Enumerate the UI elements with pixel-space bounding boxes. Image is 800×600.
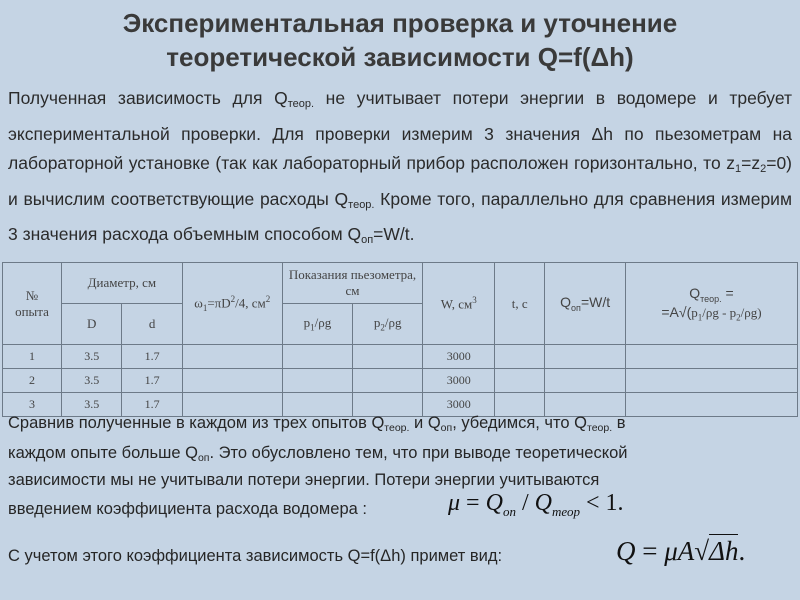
- title-line-2: теоретической зависимости Q=f(Δh): [166, 42, 634, 72]
- col-header-d: d: [122, 304, 182, 345]
- cell-q-op: [545, 369, 626, 393]
- cell-p2: [353, 345, 423, 369]
- cell-q-theor: [626, 345, 798, 369]
- cell-p2: [353, 369, 423, 393]
- col-header-piezometer: Показания пьезометра, см: [282, 263, 423, 304]
- cell-d: 1.7: [122, 393, 182, 417]
- cell-omega: [182, 369, 282, 393]
- cell-W: 3000: [423, 345, 495, 369]
- intro-paragraph: Полученная зависимость для $Q_{теор.}$ не учитывает потери энергии в водомере и требует экспериментальной проверки. Для проверки измерим 3 значения Δh по пьезометрам на лабораторной установке (так как лабораторный прибор расположен горизонтально, то $z_1=z_2=0$) и вычислим соответствующие расходы $Q_{теор.}$ Кроме того, параллельно для сравнения измерим 3 значения расхода объемным способом $Q_{оп}=W/t$.: [8, 88, 793, 246]
- col-header-time: t, с: [495, 263, 545, 345]
- conclusion-line-3: зависимости мы не учитывали потери энергии. Потери энергии учитываются: [8, 471, 600, 489]
- col-header-diameter: Диаметр, см: [62, 263, 183, 304]
- cell-p1: [282, 345, 352, 369]
- sqrt-icon: √: [694, 536, 710, 566]
- col-header-volume: W, $см^3$: [423, 263, 495, 345]
- cell-t: [495, 369, 545, 393]
- flow-coefficient-formula: $\mu = Q_{оп} / Q_{теор} < 1$.: [448, 490, 624, 519]
- cell-D: 3.5: [62, 393, 122, 417]
- table-row: [3, 345, 798, 369]
- cell-D: 3.5: [62, 345, 122, 369]
- cell-number: 3: [3, 393, 62, 417]
- experiment-table: [2, 262, 798, 417]
- col-header-number: № опыта: [3, 263, 62, 345]
- cell-omega: [182, 345, 282, 369]
- cell-D: 3.5: [62, 369, 122, 393]
- cell-t: [495, 345, 545, 369]
- cell-q-op: [545, 345, 626, 369]
- col-header-q-theor: $Q_{теор.}$ = $=A√(p_1/\rho g - p_2/\rho g)$: [626, 263, 798, 345]
- final-formula: Q = μA√Δh.: [616, 536, 746, 566]
- cell-W: 3000: [423, 393, 495, 417]
- cell-W: 3000: [423, 369, 495, 393]
- table-row: [3, 369, 798, 393]
- col-header-p1: $p_1/\rho g$: [282, 304, 352, 345]
- cell-d: 1.7: [122, 369, 182, 393]
- conclusion-line-2: каждом опыте больше $Q_{оп}$. Это обусловлено тем, что при выводе теоретической: [8, 444, 628, 464]
- conclusion-line-1: Сравнив полученные в каждом из трех опытов $Q_{теор.}$ и $Q_{оп}$, убедимся, что $Q_{теор.}$ в: [8, 414, 626, 434]
- cell-p1: [282, 369, 352, 393]
- cell-d: 1.7: [122, 345, 182, 369]
- conclusion-line-4: введением коэффициента расхода водомера :: [8, 500, 367, 518]
- col-header-p2: $p_2/\rho g$: [353, 304, 423, 345]
- col-header-D: D: [62, 304, 122, 345]
- title-line-1: Экспериментальная проверка и уточнение: [122, 8, 678, 38]
- conclusion-line-5: С учетом этого коэффициента зависимость Q=f(Δh) примет вид:: [8, 547, 503, 565]
- page-title: [0, 6, 800, 74]
- cell-number: 1: [3, 345, 62, 369]
- col-header-q-op: $Q_{оп}=W/t$: [545, 263, 626, 345]
- cell-q-theor: [626, 369, 798, 393]
- col-header-omega: $\omega_1=\pi D^2/4$, $см^2$: [182, 263, 282, 345]
- table-header-row: [3, 263, 798, 304]
- cell-number: 2: [3, 369, 62, 393]
